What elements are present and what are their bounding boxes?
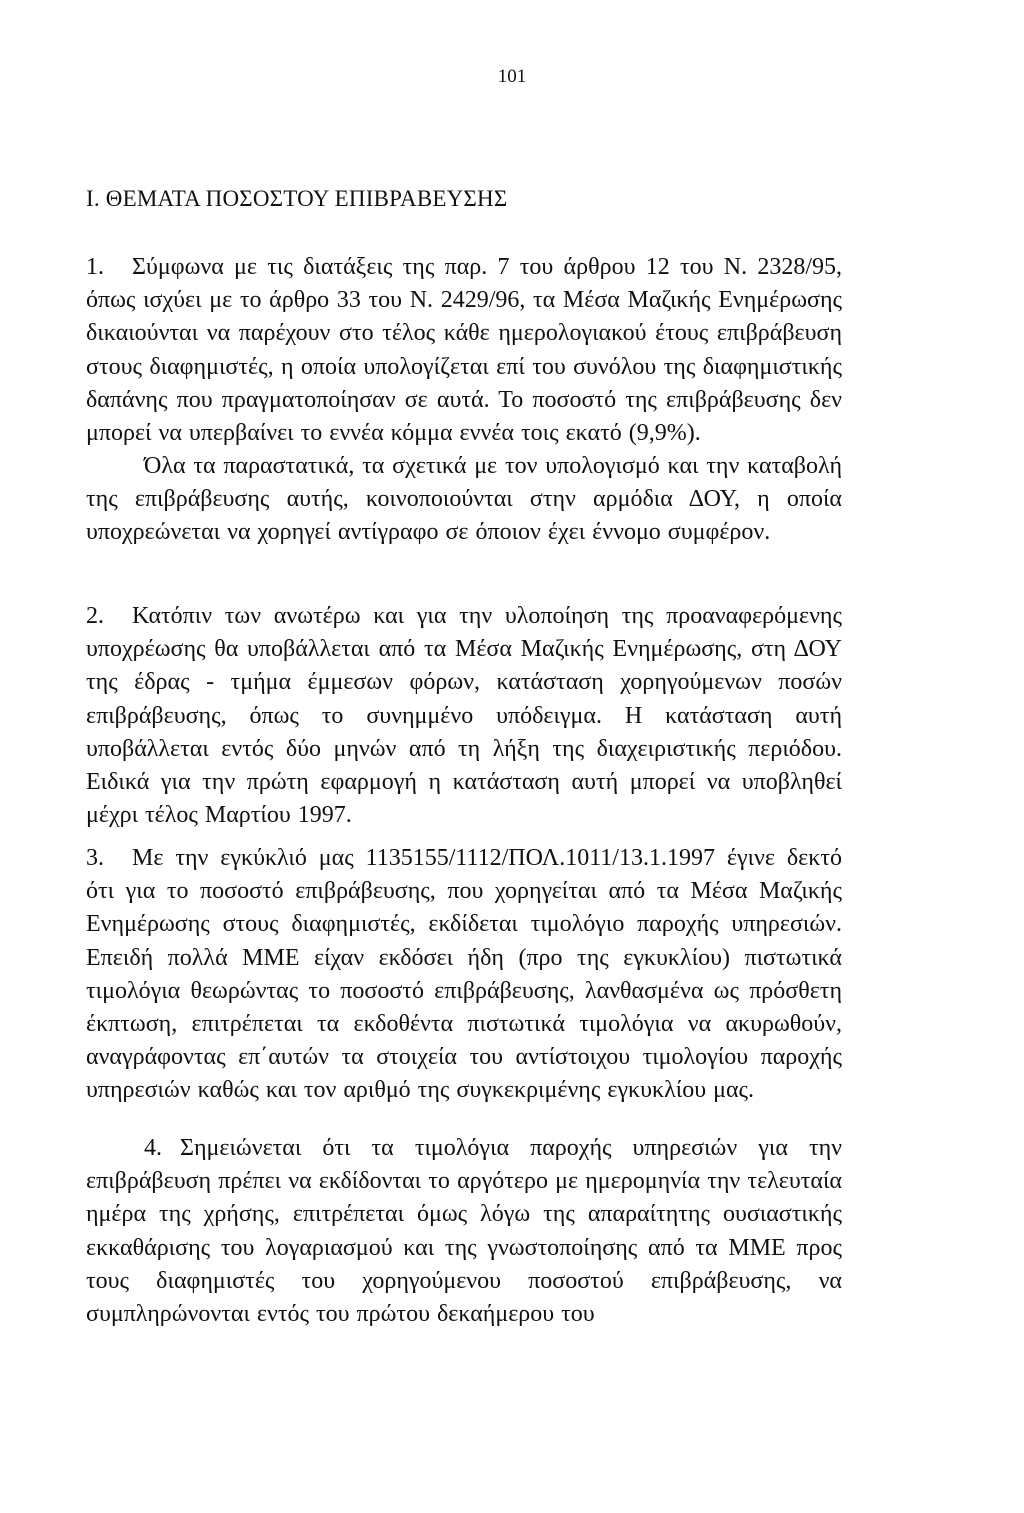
paragraph-text: Όλα τα παραστατικά, τα σχετικά με τον υπολογισμό και την καταβολή της επιβράβευσης αυτής, κοινοποιούνται στην αρμόδια ΔΟΥ, η οποία υποχρεώνεται να χορηγεί αντίγραφο σε όποιον έχει έννομο συμφέρον. <box>86 453 842 546</box>
section-heading: Ι. ΘΕΜΑΤΑ ΠΟΣΟΣΤΟΥ ΕΠΙΒΡΑΒΕΥΣΗΣ <box>86 186 508 211</box>
paragraph-number: 3. <box>86 845 104 871</box>
paragraph-4 <box>86 1132 842 1331</box>
paragraph-1b <box>86 450 842 550</box>
paragraph-text: Σημειώνεται ότι τα τιμολόγια παροχής υπηρεσιών για την επιβράβευση πρέπει να εκδίδονται το αργότερο με ημερομηνία την τελευταία ημέρα της χρήσης, επιτρέπεται όμως λόγω της απαραίτητης ουσιαστικής εκκαθάρισης του λογαριασμού και της γνωστοποίησης από τα ΜΜΕ προς τους διαφημιστές του χορηγούμενου ποσοστού επιβράβευσης, να συμπληρώνονται εντός του πρώτου δεκαήμερου του <box>86 1135 842 1328</box>
paragraph-3 <box>86 842 842 1108</box>
paragraph-text: Κατόπιν των ανωτέρω και για την υλοποίηση της προαναφερόμενης υποχρέωσης θα υποβάλλεται από τα Μέσα Μαζικής Ενημέρωσης, στη ΔΟΥ της έδρας - τμήμα έμμεσων φόρων, κατάσταση χορηγούμενων ποσών επιβράβευσης, όπως το συνημμένο υπόδειγμα. Η κατάσταση αυτή υποβάλλεται εντός δύο μηνών από τη λήξη της διαχειριστικής περιόδου. Ειδικά για την πρώτη εφαρμογή η κατάσταση αυτή μπορεί να υποβληθεί μέχρι τέλος Μαρτίου 1997. <box>86 603 842 829</box>
paragraph-text: Με την εγκύκλιό μας 1135155/1112/ΠΟΛ.1011/13.1.1997 έγινε δεκτό ότι για το ποσοστό επιβράβευσης, που χορηγείται από τα Μέσα Μαζικής Ενημέρωσης στους διαφημιστές, εκδίδεται τιμολόγιο παροχής υπηρεσιών. Επειδή πολλά ΜΜΕ είχαν εκδόσει ήδη (προ της εγκυκλίου) πιστωτικά τιμολόγια θεωρώντας το ποσοστό επιβράβευσης, λανθασμένα ως πρόσθετη έκπτωση, επιτρέπεται τα εκδοθέντα πιστωτικά τιμολόγια να ακυρωθούν, αναγράφοντας επ΄αυτών τα στοιχεία του αντίστοιχου τιμολογίου παροχής υπηρεσιών καθώς και τον αριθμό της συγκεκριμένης εγκυκλίου μας. <box>86 845 842 1104</box>
paragraph-text: Σύμφωνα με τις διατάξεις της παρ. 7 του άρθρου 12 του Ν. 2328/95, όπως ισχύει με το άρθρο 33 του Ν. 2429/96, τα Μέσα Μαζικής Ενημέρωσης δικαιούνται να παρέχουν στο τέλος κάθε ημερολογιακού έτους επιβράβευση στους διαφημιστές, η οποία υπολογίζεται επί του συνόλου της διαφημιστικής δαπάνης που πραγματοποίησαν σε αυτά. Το ποσοστό της επιβράβευσης δεν μπορεί να υπερβαίνει το εννέα κόμμα εννέα τοις εκατό (9,9%). <box>86 254 842 447</box>
paragraph-number: 2. <box>86 603 104 629</box>
paragraph-number: 4. <box>144 1135 162 1161</box>
page-number: 101 <box>497 66 527 87</box>
paragraph-number: 1. <box>86 254 104 280</box>
paragraph-2 <box>86 600 842 832</box>
paragraph-1 <box>86 251 842 450</box>
